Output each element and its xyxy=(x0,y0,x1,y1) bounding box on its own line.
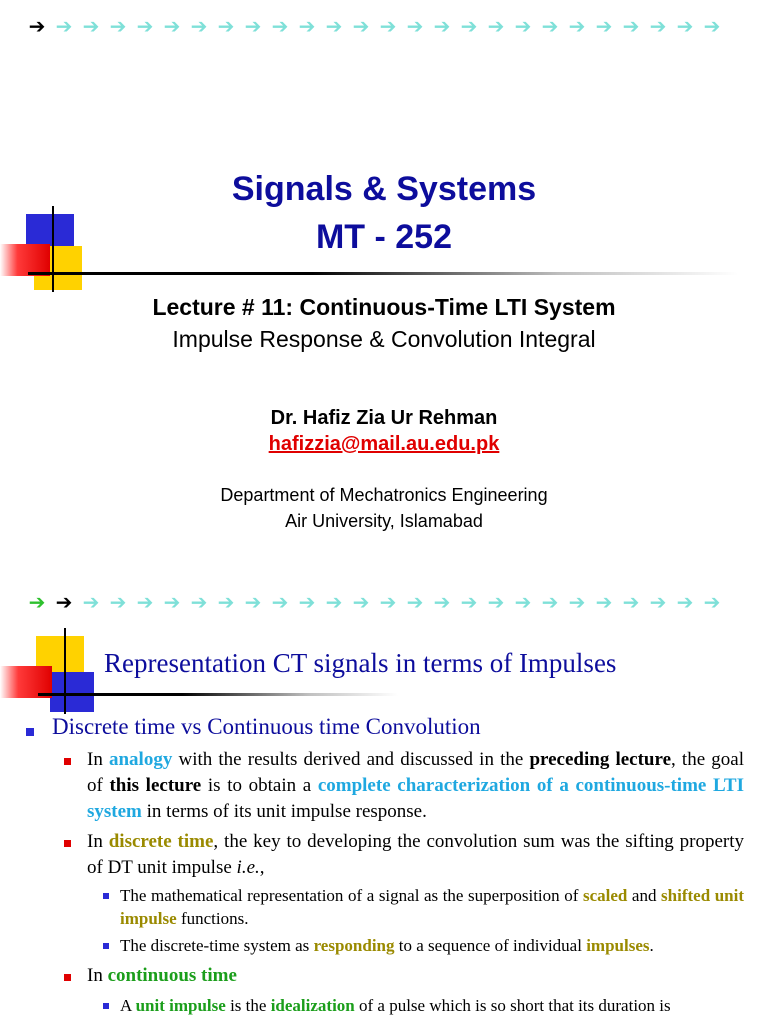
right-arrow-icon: ➔ xyxy=(568,14,586,38)
right-arrow-icon: ➔ xyxy=(595,14,613,38)
right-arrow-icon: ➔ xyxy=(217,590,235,614)
right-arrow-icon: ➔ xyxy=(298,14,316,38)
arrow-row xyxy=(27,592,722,612)
right-arrow-icon: ➔ xyxy=(55,14,73,38)
bullet-item: In discrete time, the key to developing the convolution sum was the sifting property of DT unit impulse i.e., xyxy=(87,831,745,878)
right-arrow-icon: ➔ xyxy=(352,14,370,38)
bullet-heading: Discrete time vs Continuous time Convolution xyxy=(52,714,481,739)
square-bullet-icon xyxy=(64,974,71,981)
right-arrow-icon: ➔ xyxy=(163,590,181,614)
course-code: MT - 252 xyxy=(315,218,453,256)
right-arrow-icon: ➔ xyxy=(190,14,208,38)
square-bullet-icon xyxy=(64,758,71,765)
slide-title-text: Representation CT signals in terms of Impulses xyxy=(104,648,617,678)
arrow-row xyxy=(27,16,722,36)
right-arrow-icon: ➔ xyxy=(676,14,694,38)
right-arrow-icon: ➔ xyxy=(568,590,586,614)
right-arrow-icon: ➔ xyxy=(109,590,127,614)
sub-bullet-item: The discrete-time system as responding to a sequence of individual impulses. xyxy=(120,936,654,955)
title-divider xyxy=(28,272,738,275)
right-arrow-icon: ➔ xyxy=(28,14,46,38)
right-arrow-icon: ➔ xyxy=(460,590,478,614)
right-arrow-icon: ➔ xyxy=(217,14,235,38)
right-arrow-icon: ➔ xyxy=(325,14,343,38)
right-arrow-icon: ➔ xyxy=(406,590,424,614)
right-arrow-icon: ➔ xyxy=(703,590,721,614)
right-arrow-icon: ➔ xyxy=(28,590,46,614)
right-arrow-icon: ➔ xyxy=(433,14,451,38)
right-arrow-icon: ➔ xyxy=(487,590,505,614)
right-arrow-icon: ➔ xyxy=(271,590,289,614)
right-arrow-icon: ➔ xyxy=(244,590,262,614)
right-arrow-icon: ➔ xyxy=(703,14,721,38)
university: Air University, Islamabad xyxy=(285,511,483,531)
right-arrow-icon: ➔ xyxy=(676,590,694,614)
right-arrow-icon: ➔ xyxy=(55,590,73,614)
square-bullet-icon xyxy=(103,1003,109,1009)
square-bullet-icon xyxy=(103,943,109,949)
bullet-item: In continuous time xyxy=(87,965,237,986)
right-arrow-icon: ➔ xyxy=(649,14,667,38)
author-email-link[interactable]: hafizzia@mail.au.edu.pk xyxy=(268,433,500,455)
right-arrow-icon: ➔ xyxy=(487,14,505,38)
course-title: Signals & Systems xyxy=(231,170,537,208)
right-arrow-icon: ➔ xyxy=(325,590,343,614)
bullet-item: In analogy with the results derived and discussed in the preceding lecture, the goal of this lecture is to obtain a complete characterization of a continuous-time LTI system in terms of its unit impulse response. xyxy=(87,749,744,822)
right-arrow-icon: ➔ xyxy=(82,590,100,614)
right-arrow-icon: ➔ xyxy=(460,14,478,38)
right-arrow-icon: ➔ xyxy=(109,14,127,38)
square-bullet-icon xyxy=(64,840,71,847)
sub-bullet-item: The mathematical representation of a signal as the superposition of scaled and shifted unit impulse functions. xyxy=(120,886,745,928)
right-arrow-icon: ➔ xyxy=(541,590,559,614)
right-arrow-icon: ➔ xyxy=(649,590,667,614)
right-arrow-icon: ➔ xyxy=(298,590,316,614)
sub-bullet-item: A unit impulse is the idealization of a pulse which is so short that its duration is xyxy=(120,996,671,1015)
right-arrow-icon: ➔ xyxy=(433,590,451,614)
email-wrap xyxy=(0,433,768,456)
right-arrow-icon: ➔ xyxy=(595,590,613,614)
right-arrow-icon: ➔ xyxy=(406,14,424,38)
right-arrow-icon: ➔ xyxy=(352,590,370,614)
right-arrow-icon: ➔ xyxy=(82,14,100,38)
lecture-title: Lecture # 11: Continuous-Time LTI System xyxy=(152,294,616,320)
corner-decoration xyxy=(0,626,110,716)
right-arrow-icon: ➔ xyxy=(136,590,154,614)
title-divider xyxy=(38,693,398,696)
right-arrow-icon: ➔ xyxy=(622,14,640,38)
lecture-subtitle: Impulse Response & Convolution Integral xyxy=(172,326,596,352)
square-bullet-icon xyxy=(26,728,34,736)
right-arrow-icon: ➔ xyxy=(379,590,397,614)
right-arrow-icon: ➔ xyxy=(136,14,154,38)
author-name: Dr. Hafiz Zia Ur Rehman xyxy=(270,407,498,429)
right-arrow-icon: ➔ xyxy=(622,590,640,614)
right-arrow-icon: ➔ xyxy=(190,590,208,614)
right-arrow-icon: ➔ xyxy=(163,14,181,38)
right-arrow-icon: ➔ xyxy=(514,590,532,614)
right-arrow-icon: ➔ xyxy=(244,14,262,38)
right-arrow-icon: ➔ xyxy=(541,14,559,38)
slide-content xyxy=(0,578,768,1024)
right-arrow-icon: ➔ xyxy=(271,14,289,38)
square-bullet-icon xyxy=(103,893,109,899)
right-arrow-icon: ➔ xyxy=(514,14,532,38)
right-arrow-icon: ➔ xyxy=(379,14,397,38)
department: Department of Mechatronics Engineering xyxy=(220,485,548,505)
